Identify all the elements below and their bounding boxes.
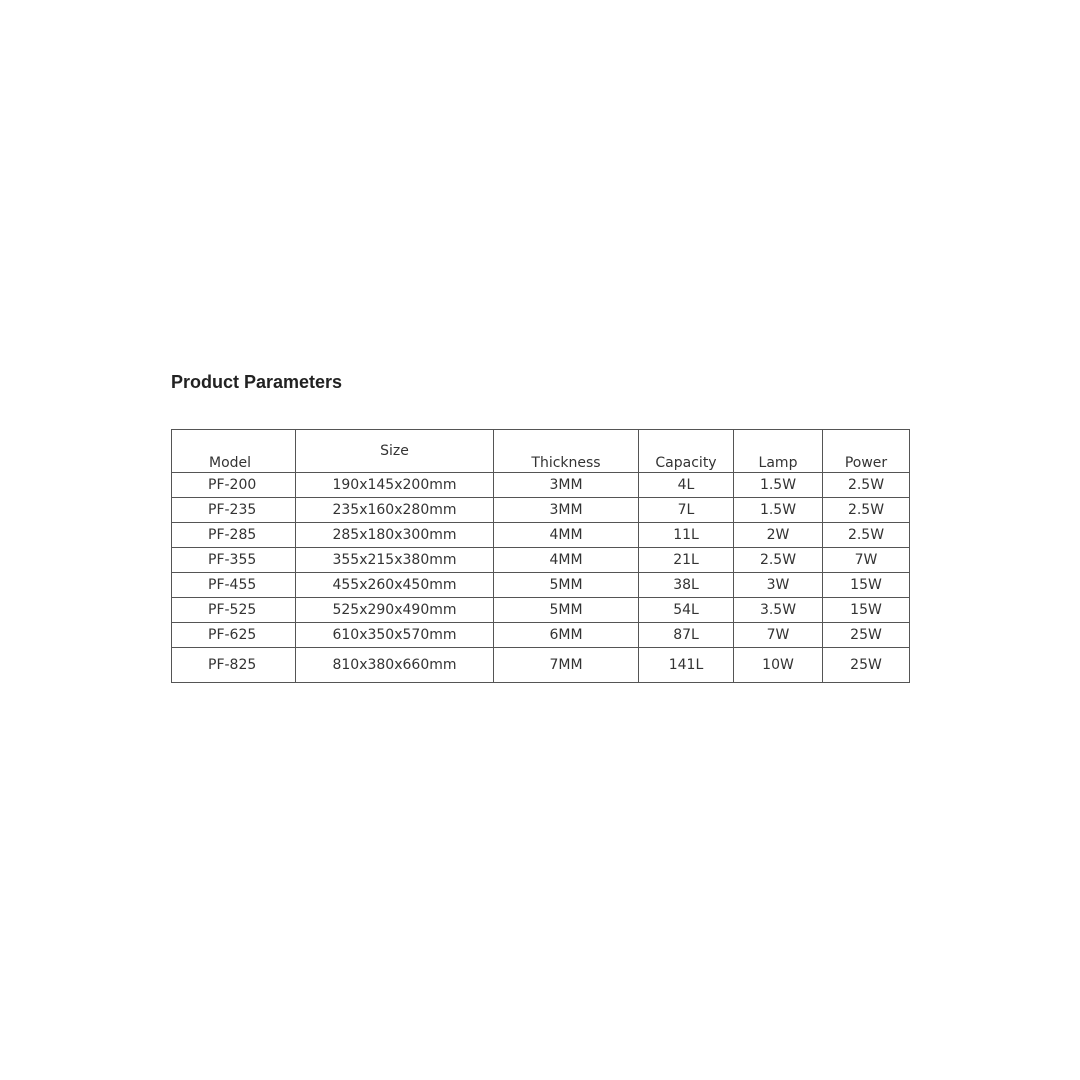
cell-model: PF-285: [172, 523, 296, 548]
table-row: [172, 498, 910, 523]
cell-lamp: 1.5W: [734, 473, 823, 498]
cell-size: 190x145x200mm: [296, 473, 494, 498]
cell-lamp: 10W: [734, 648, 823, 683]
page-title: Product Parameters: [171, 372, 343, 392]
cell-thickness: 4MM: [494, 523, 639, 548]
cell-model: PF-525: [172, 598, 296, 623]
cell-size: 235x160x280mm: [296, 498, 494, 523]
table-row: [172, 523, 910, 548]
cell-size: 610x350x570mm: [296, 623, 494, 648]
cell-power: 25W: [823, 623, 910, 648]
cell-lamp: 2.5W: [734, 548, 823, 573]
cell-power: 25W: [823, 648, 910, 683]
cell-size: 285x180x300mm: [296, 523, 494, 548]
header-size: Size: [296, 430, 494, 473]
table-row: [172, 598, 910, 623]
cell-power: 7W: [823, 548, 910, 573]
cell-lamp: 3W: [734, 573, 823, 598]
table-row: [172, 648, 910, 683]
table-row: [172, 473, 910, 498]
header-model: Model: [172, 430, 296, 473]
cell-thickness: 5MM: [494, 598, 639, 623]
cell-power: 2.5W: [823, 523, 910, 548]
cell-thickness: 4MM: [494, 548, 639, 573]
cell-model: PF-235: [172, 498, 296, 523]
cell-thickness: 3MM: [494, 473, 639, 498]
cell-lamp: 7W: [734, 623, 823, 648]
product-parameters-table: [171, 429, 910, 683]
cell-power: 15W: [823, 598, 910, 623]
cell-capacity: 7L: [639, 498, 734, 523]
cell-capacity: 38L: [639, 573, 734, 598]
cell-size: 455x260x450mm: [296, 573, 494, 598]
cell-model: PF-625: [172, 623, 296, 648]
cell-size: 355x215x380mm: [296, 548, 494, 573]
cell-thickness: 7MM: [494, 648, 639, 683]
cell-power: 2.5W: [823, 473, 910, 498]
cell-thickness: 5MM: [494, 573, 639, 598]
cell-power: 2.5W: [823, 498, 910, 523]
cell-lamp: 1.5W: [734, 498, 823, 523]
cell-capacity: 11L: [639, 523, 734, 548]
cell-capacity: 54L: [639, 598, 734, 623]
cell-thickness: 3MM: [494, 498, 639, 523]
header-thickness: Thickness: [494, 430, 639, 473]
table-header-row: [172, 430, 910, 473]
cell-size: 525x290x490mm: [296, 598, 494, 623]
header-power: Power: [823, 430, 910, 473]
table-row: [172, 548, 910, 573]
cell-model: PF-355: [172, 548, 296, 573]
cell-capacity: 141L: [639, 648, 734, 683]
header-capacity: Capacity: [639, 430, 734, 473]
cell-model: PF-455: [172, 573, 296, 598]
header-lamp: Lamp: [734, 430, 823, 473]
cell-capacity: 4L: [639, 473, 734, 498]
cell-capacity: 21L: [639, 548, 734, 573]
cell-thickness: 6MM: [494, 623, 639, 648]
cell-capacity: 87L: [639, 623, 734, 648]
cell-power: 15W: [823, 573, 910, 598]
cell-model: PF-825: [172, 648, 296, 683]
cell-lamp: 3.5W: [734, 598, 823, 623]
table-row: [172, 623, 910, 648]
cell-model: PF-200: [172, 473, 296, 498]
cell-lamp: 2W: [734, 523, 823, 548]
table-row: [172, 573, 910, 598]
cell-size: 810x380x660mm: [296, 648, 494, 683]
